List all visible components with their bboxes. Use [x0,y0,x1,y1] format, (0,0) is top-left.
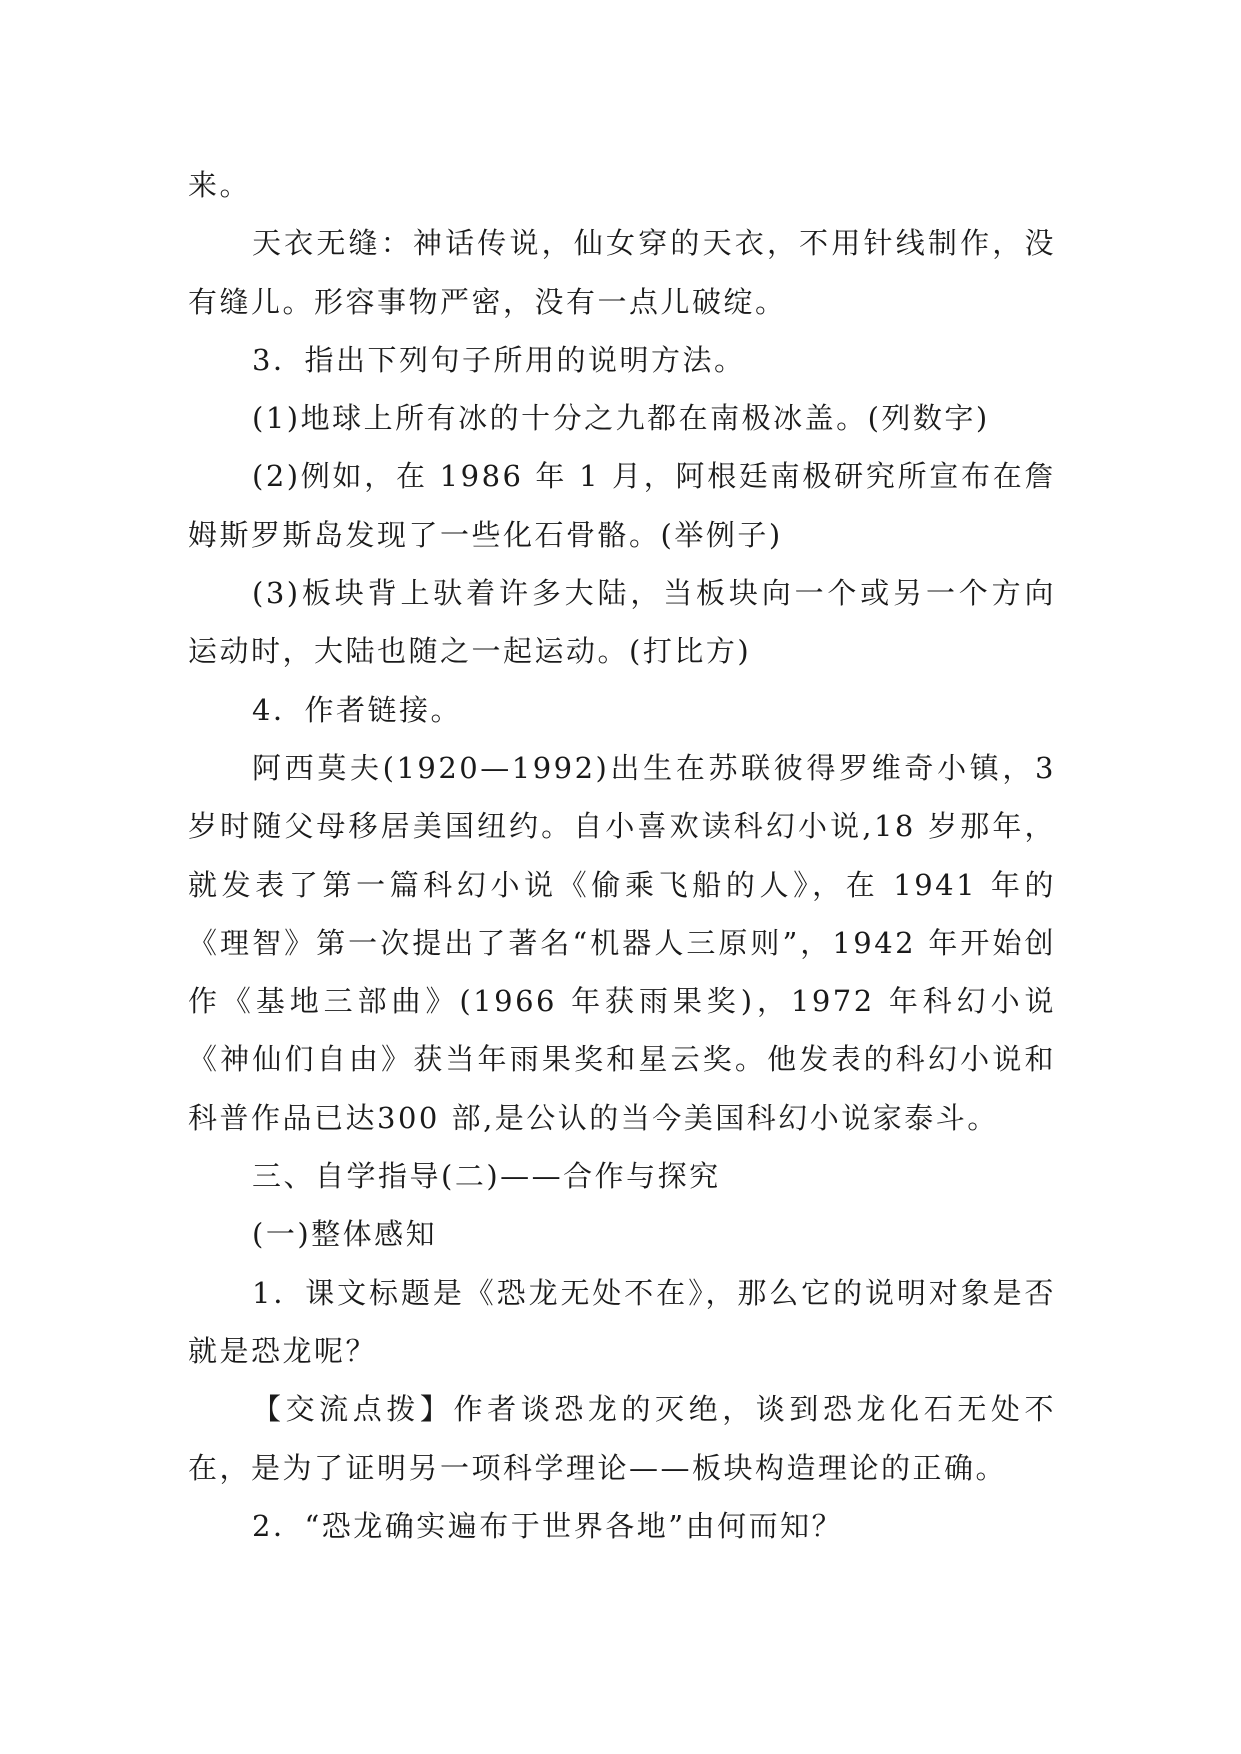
paragraph-example-3: (3)板块背上驮着许多大陆，当板块向一个或另一个方向运动时，大陆也随之一起运动。(打比方) [188,576,1056,669]
section-heading: 三、自学指导(二)——合作与探究 [252,1159,721,1194]
paragraph-author-bio: 阿西莫夫(1920—1992)出生在苏联彼得罗维奇小镇，3 岁时随父母移居美国纽约。自小喜欢读科幻小说,18 岁那年，就发表了第一篇科幻小说《偷乘飞船的人》，在 1941 年的《理智》第一次提出了著名“机器人三原则”，1942 年开始创作《基地三部曲》(1966 年获雨果奖)，1972 年科幻小说《神仙们自由》获当年雨果奖和星云奖。他发表的科幻小说和科普作品已达300 部,是公认的当今美国科幻小说家泰斗。 [188,750,1056,1135]
document-body [188,156,1056,1555]
paragraph-question-1: 1．课文标题是《恐龙无处不在》，那么它的说明对象是否就是恐龙呢？ [188,1275,1056,1368]
paragraph-discussion-note: 【交流点拨】作者谈恐龙的灭绝，谈到恐龙化石无处不在，是为了证明另一项科学理论——板块构造理论的正确。 [188,1392,1056,1485]
paragraph-continuation: 来。 [188,168,252,202]
paragraph-example-1: (1)地球上所有冰的十分之九都在南极冰盖。(列数字) [252,401,990,436]
paragraph-idiom-definition: 天衣无缝：神话传说，仙女穿的天衣，不用针线制作，没有缝儿。形容事物严密，没有一点儿破绽。 [188,226,1056,319]
paragraph-question-3: 3．指出下列句子所用的说明方法。 [252,342,746,377]
subsection-heading: (一)整体感知 [252,1217,438,1252]
paragraph-example-2: (2)例如，在 1986 年 1 月，阿根廷南极研究所宣布在詹姆斯罗斯岛发现了一些化石骨骼。(举例子) [188,459,1056,552]
paragraph-question-4: 4．作者链接。 [252,692,462,727]
paragraph-question-2: 2．“恐龙确实遍布于世界各地”由何而知？ [252,1508,844,1543]
